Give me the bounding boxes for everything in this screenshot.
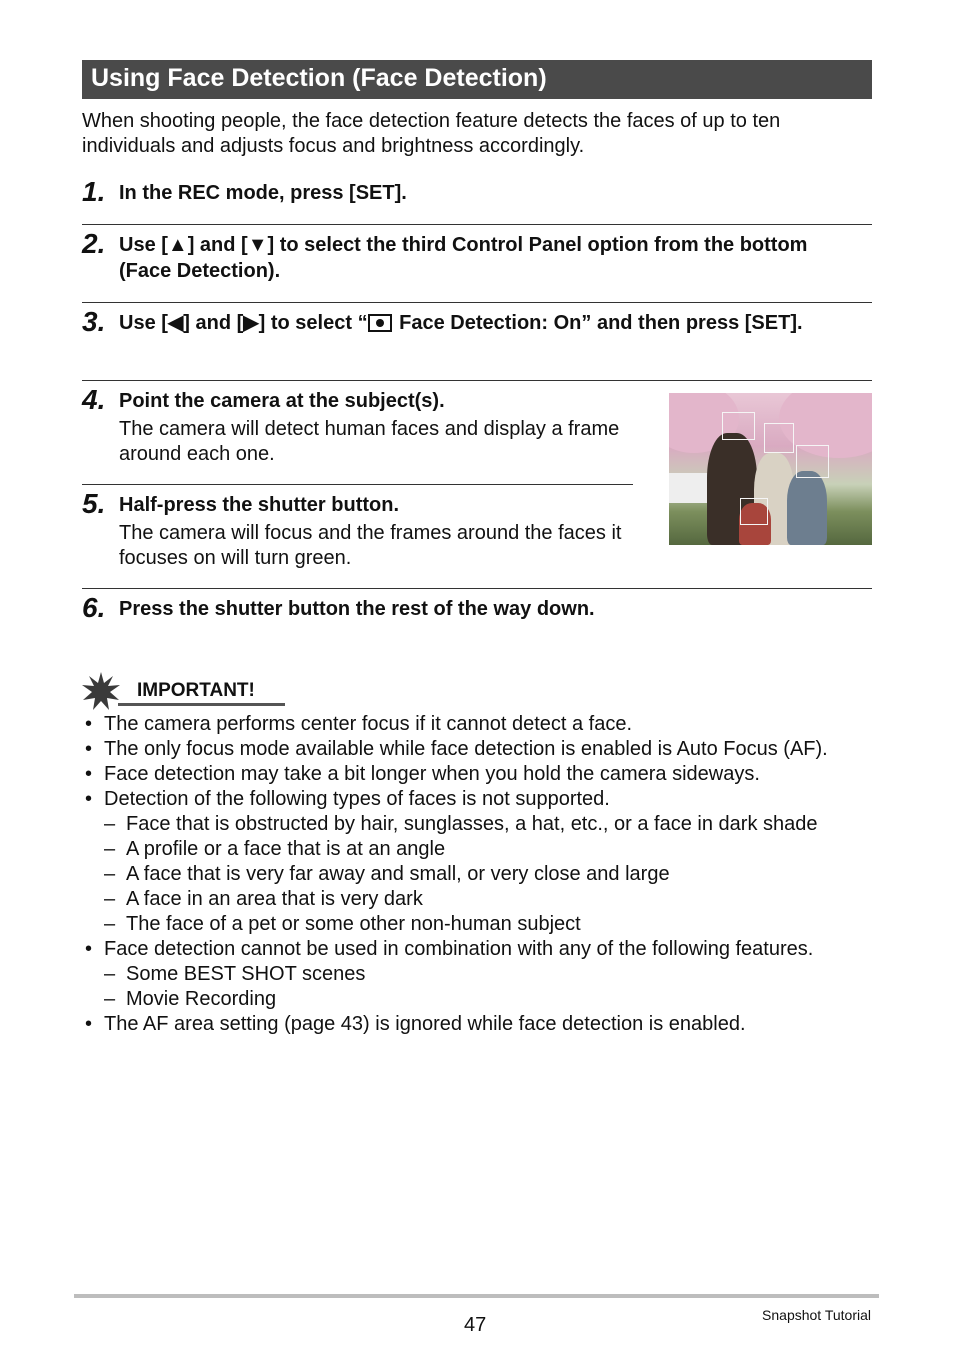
step-2-text: Use [▲] and [▼] to select the third Control Panel option from the bottom (Face Detection). (119, 234, 808, 282)
step-5-number: 5. (82, 488, 106, 519)
step-3-number: 3. (82, 306, 106, 337)
step-3-text (119, 310, 859, 336)
step-3-text-before: Use [◀] and [▶] to select “ (119, 312, 368, 334)
footer-rule (74, 1294, 879, 1298)
step-divider (82, 588, 872, 589)
step-divider (82, 484, 633, 485)
step-5-description: The camera will focus and the frames around the faces it focuses on will turn green. (119, 522, 622, 569)
step-6-text: Press the shutter button the rest of the way down. (119, 598, 595, 620)
list-subitem: – The face of a pet or some other non-human subject (104, 913, 581, 935)
step-divider (82, 302, 872, 303)
face-frame (796, 445, 829, 478)
starburst-icon (82, 672, 120, 710)
list-item: • Face detection cannot be used in combination with any of the following features. (85, 938, 814, 960)
face-frame (722, 412, 755, 440)
list-subitem: – A profile or a face that is at an angle (104, 838, 446, 860)
step-3-text-after: Face Detection: On” and then press [SET]. (393, 312, 803, 334)
step-1-number: 1. (82, 176, 106, 207)
important-label: IMPORTANT! (137, 680, 255, 701)
face-frame (764, 423, 794, 453)
step-1-text: In the REC mode, press [SET]. (119, 182, 407, 204)
photo-person (787, 471, 827, 545)
step-4-text: Point the camera at the subject(s). (119, 390, 445, 412)
footer-section-label: Snapshot Tutorial (762, 1307, 871, 1323)
list-item: • Detection of the following types of faces is not supported. (85, 788, 610, 810)
list-subitem: – Face that is obstructed by hair, sunglasses, a hat, etc., or a face in dark shade (104, 813, 818, 835)
important-underline (118, 703, 285, 706)
step-6-number: 6. (82, 592, 106, 623)
list-item: • The AF area setting (page 43) is ignored while face detection is enabled. (85, 1013, 746, 1035)
step-divider (82, 380, 872, 381)
list-subitem: – A face in an area that is very dark (104, 888, 423, 910)
list-subitem: – A face that is very far away and small, or very close and large (104, 863, 670, 885)
face-detection-icon (368, 314, 392, 332)
intro-paragraph: When shooting people, the face detection feature detects the faces of up to ten individuals and adjusts focus and brightness accordingly. (82, 110, 781, 157)
step-5-text: Half-press the shutter button. (119, 494, 400, 516)
list-item: • The only focus mode available while face detection is enabled is Auto Focus (AF). (85, 738, 828, 760)
face-detection-photo (669, 393, 872, 545)
step-2-number: 2. (82, 228, 106, 259)
list-subitem: – Some BEST SHOT scenes (104, 963, 366, 985)
important-list (82, 712, 882, 1037)
step-4-description: The camera will detect human faces and display a frame around each one. (119, 418, 620, 465)
step-4-number: 4. (82, 384, 106, 415)
list-item: • Face detection may take a bit longer when you hold the camera sideways. (85, 763, 760, 785)
step-divider (82, 224, 872, 225)
list-item: • The camera performs center focus if it cannot detect a face. (85, 713, 633, 735)
list-subitem: – Movie Recording (104, 988, 277, 1010)
section-title: Using Face Detection (Face Detection) (82, 60, 872, 99)
page-number: 47 (464, 1314, 487, 1336)
face-frame (740, 498, 768, 525)
